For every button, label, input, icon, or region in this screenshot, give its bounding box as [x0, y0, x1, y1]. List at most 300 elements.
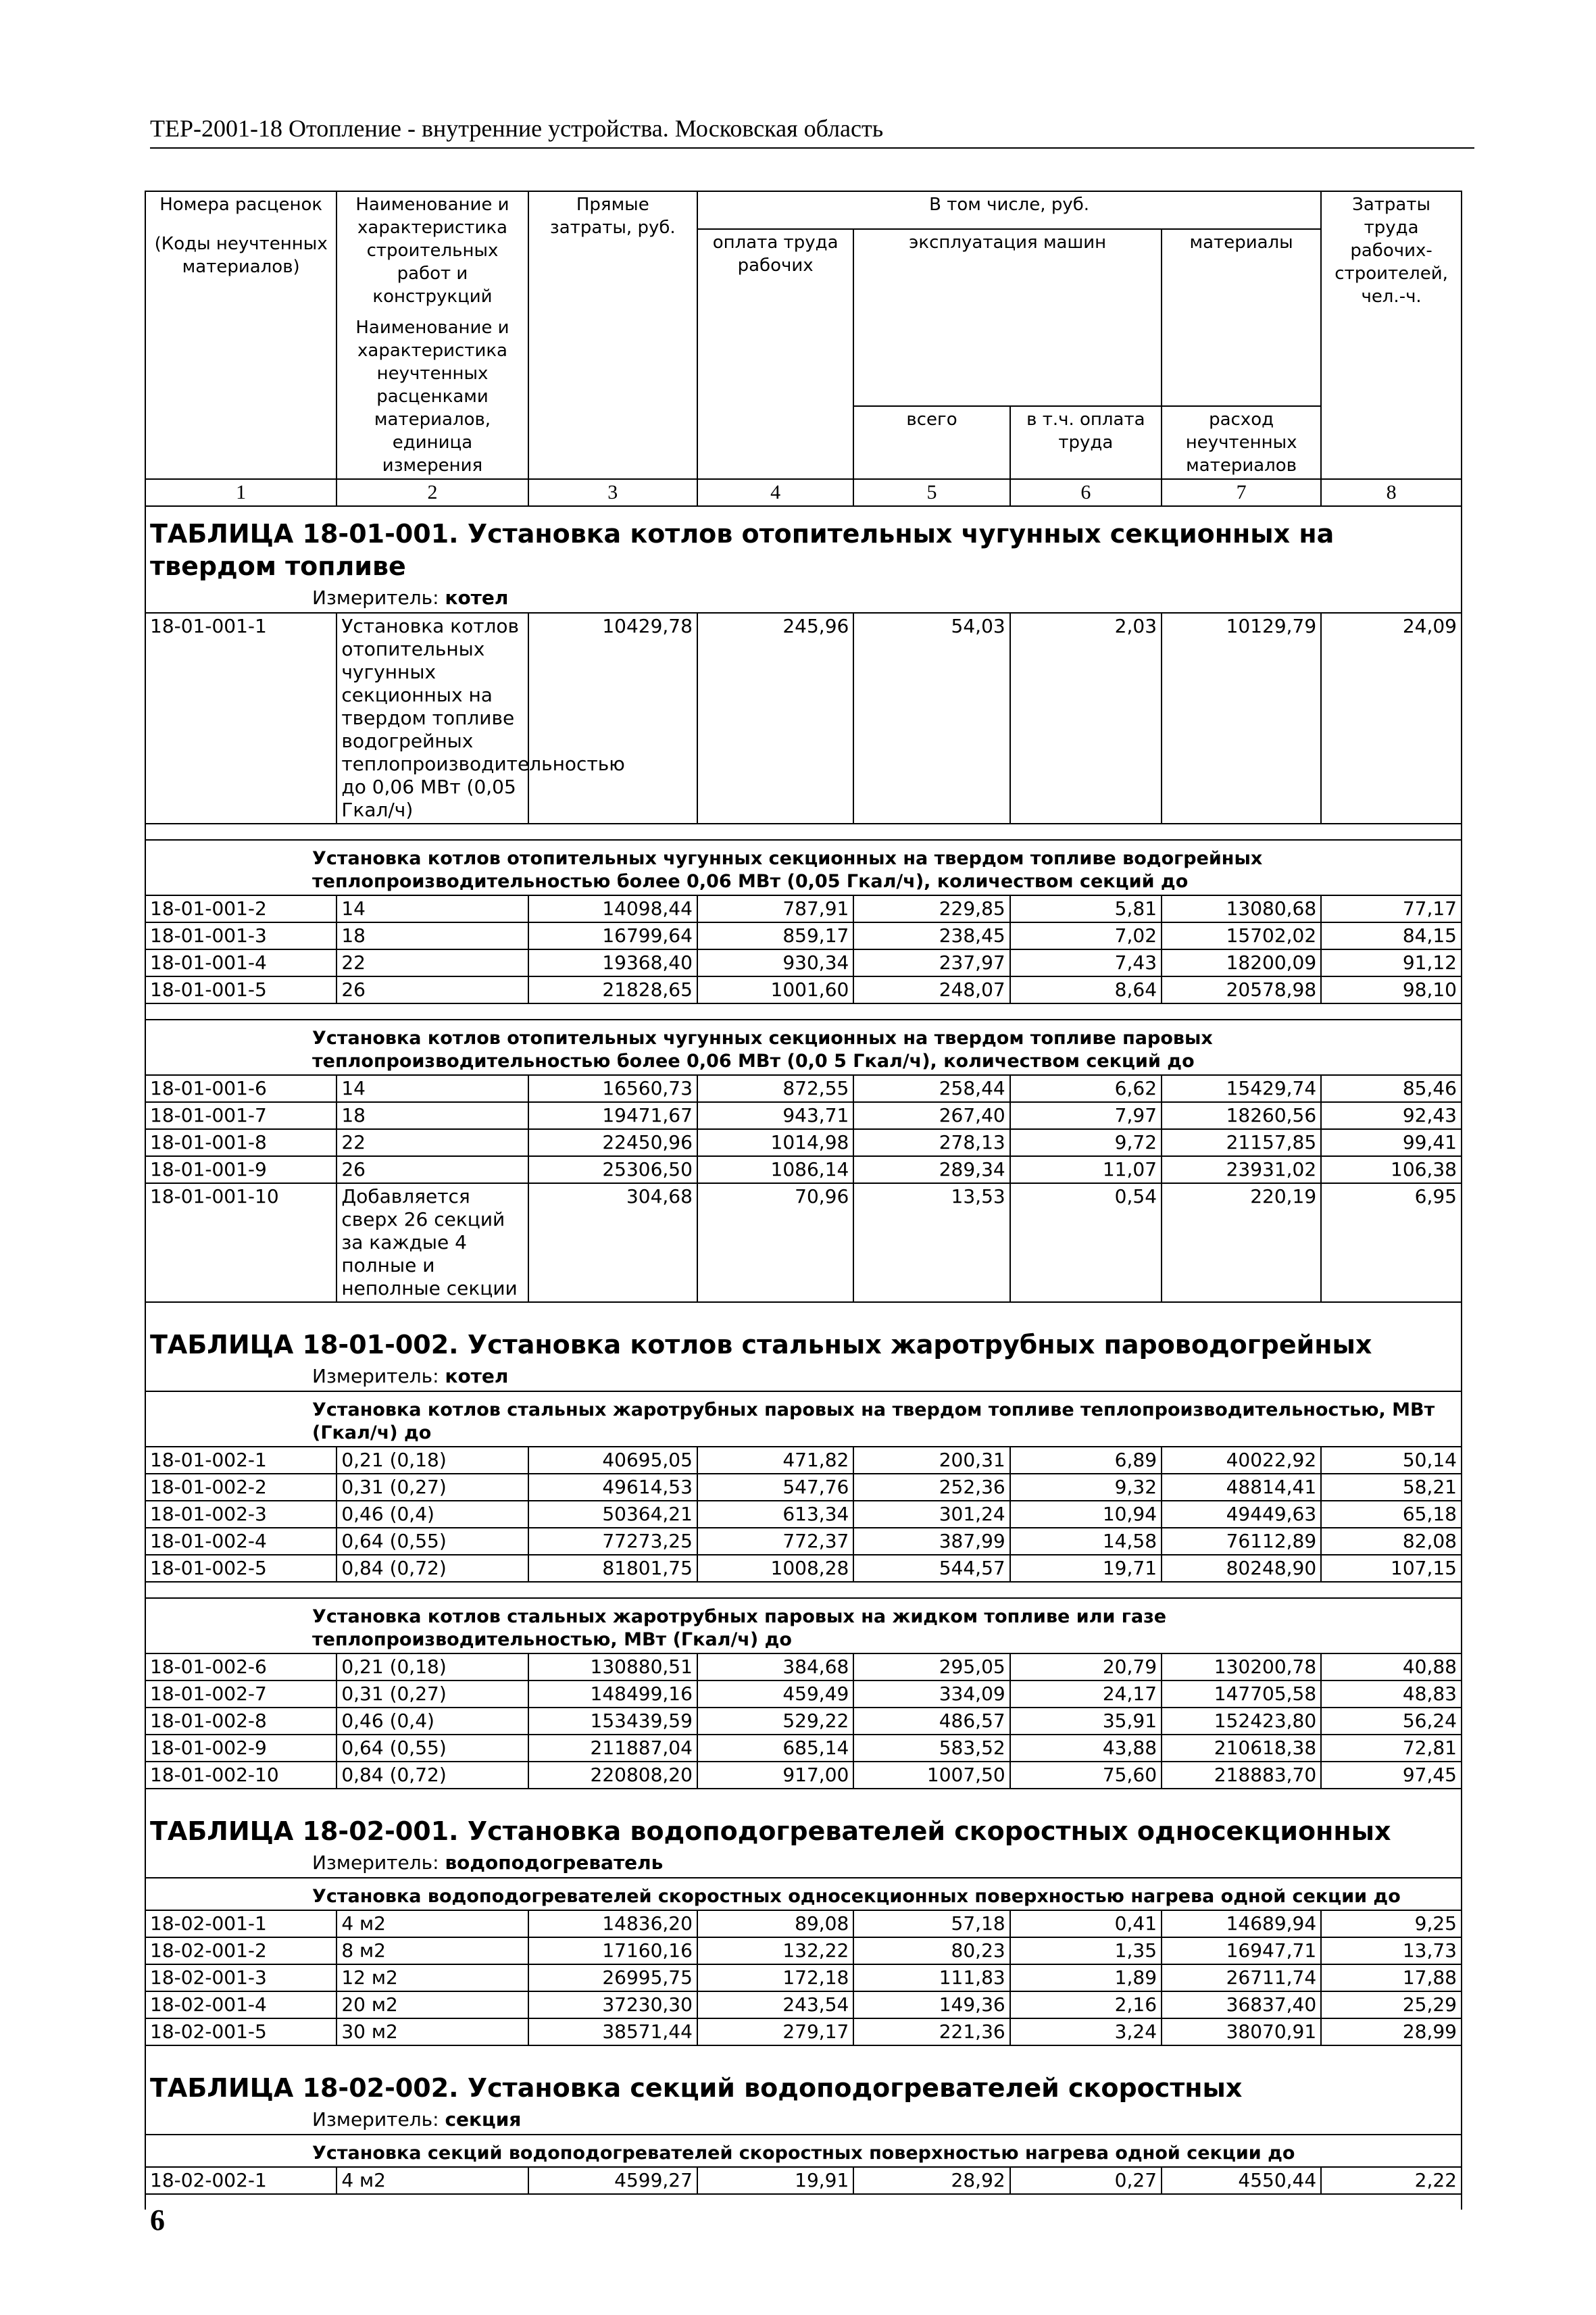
- table-row: [145, 1910, 1462, 1937]
- group-gap: [145, 1003, 1462, 1020]
- rate-value: 40695,05: [528, 1447, 697, 1474]
- rate-value: 9,72: [1010, 1129, 1162, 1156]
- table-row: [145, 613, 1462, 824]
- rate-value: 92,43: [1321, 1102, 1462, 1129]
- rate-value: 13,53: [853, 1183, 1009, 1302]
- group-gap: [145, 1582, 1462, 1598]
- rate-code: 18-01-002-6: [145, 1653, 336, 1681]
- rate-value: 22450,96: [528, 1129, 697, 1156]
- rate-name: 14: [336, 895, 528, 922]
- table-row: [145, 1501, 1462, 1528]
- rate-value: 2,03: [1010, 613, 1162, 824]
- table-row: [145, 1528, 1462, 1555]
- gap-cell: [145, 1789, 1462, 1804]
- group-subtitle-row: [145, 1598, 1462, 1653]
- group-subtitle-row: [145, 1391, 1462, 1447]
- rate-value: 10129,79: [1162, 613, 1321, 824]
- rate-value: 13080,68: [1162, 895, 1321, 922]
- table-title-row: [145, 1804, 1462, 1850]
- rate-value: 1014,98: [697, 1129, 853, 1156]
- rate-value: 37230,30: [528, 1991, 697, 2018]
- rate-value: 930,34: [697, 949, 853, 976]
- group-subtitle-row: [145, 1020, 1462, 1075]
- col-number: 5: [853, 479, 1009, 506]
- col-header-machines: эксплуатация машин: [853, 229, 1162, 406]
- rate-value: 43,88: [1010, 1735, 1162, 1762]
- meter-value: секция: [445, 2108, 522, 2131]
- rate-code: 18-01-002-9: [145, 1735, 336, 1762]
- rate-value: 220808,20: [528, 1762, 697, 1789]
- table-row: [145, 1075, 1462, 1102]
- rate-value: 486,57: [853, 1708, 1009, 1735]
- group-subtitle: Установка секций водоподогревателей скоростных поверхностью нагрева одной секции до: [145, 2135, 1462, 2167]
- table-row: [145, 1183, 1462, 1302]
- rate-value: 237,97: [853, 949, 1009, 976]
- rate-value: 40022,92: [1162, 1447, 1321, 1474]
- rate-value: 50364,21: [528, 1501, 697, 1528]
- rate-value: 772,37: [697, 1528, 853, 1555]
- meter-label: Измеритель:: [312, 2108, 439, 2131]
- table-row: [145, 895, 1462, 922]
- rate-value: 0,41: [1010, 1910, 1162, 1937]
- table-title: ТАБЛИЦА 18-01-002. Установка котлов стальных жаротрубных пароводогрейных: [145, 1318, 1462, 1364]
- rate-value: 48,83: [1321, 1681, 1462, 1708]
- rate-value: 267,40: [853, 1102, 1009, 1129]
- rate-value: 304,68: [528, 1183, 697, 1302]
- rates-table: [145, 191, 1462, 2210]
- rate-value: 75,60: [1010, 1762, 1162, 1789]
- rate-value: 18260,56: [1162, 1102, 1321, 1129]
- rate-value: 14098,44: [528, 895, 697, 922]
- rate-value: 258,44: [853, 1075, 1009, 1102]
- rate-code: 18-01-001-2: [145, 895, 336, 922]
- rate-value: 547,76: [697, 1474, 853, 1501]
- rate-value: 7,43: [1010, 949, 1162, 976]
- rate-value: 57,18: [853, 1910, 1009, 1937]
- col-number: 1: [145, 479, 336, 506]
- table-row: [145, 2018, 1462, 2045]
- rate-value: 19,71: [1010, 1555, 1162, 1582]
- table-row: [145, 1156, 1462, 1183]
- rate-value: 387,99: [853, 1528, 1009, 1555]
- rate-value: 859,17: [697, 922, 853, 949]
- rate-code: 18-01-002-10: [145, 1762, 336, 1789]
- rate-value: 70,96: [697, 1183, 853, 1302]
- rate-value: 583,52: [853, 1735, 1009, 1762]
- group-subtitle: Установка котлов стальных жаротрубных паровых на жидком топливе или газе теплопроизводительностью, МВт (Гкал/ч) до: [145, 1598, 1462, 1653]
- rate-value: 152423,80: [1162, 1708, 1321, 1735]
- meter-value: водоподогреватель: [445, 1851, 664, 1874]
- rate-value: 872,55: [697, 1075, 853, 1102]
- table-row: [145, 1681, 1462, 1708]
- meter: [145, 1364, 1462, 1391]
- rate-value: 76112,89: [1162, 1528, 1321, 1555]
- rate-code: 18-02-001-4: [145, 1991, 336, 2018]
- rate-code: 18-01-002-4: [145, 1528, 336, 1555]
- meter-label: Измеритель:: [312, 587, 439, 609]
- rate-value: 148499,16: [528, 1681, 697, 1708]
- rate-value: 99,41: [1321, 1129, 1462, 1156]
- rate-code: 18-01-002-1: [145, 1447, 336, 1474]
- rate-value: 471,82: [697, 1447, 853, 1474]
- gap-cell: [145, 824, 1462, 840]
- rate-value: 613,34: [697, 1501, 853, 1528]
- rate-value: 81801,75: [528, 1555, 697, 1582]
- table-row: [145, 976, 1462, 1003]
- rate-value: 130880,51: [528, 1653, 697, 1681]
- rate-code: 18-01-001-5: [145, 976, 336, 1003]
- rate-value: 58,21: [1321, 1474, 1462, 1501]
- rate-value: 334,09: [853, 1681, 1009, 1708]
- rate-value: 2,16: [1010, 1991, 1162, 2018]
- rate-code: 18-01-002-3: [145, 1501, 336, 1528]
- group-subtitle: Установка котлов отопительных чугунных секционных на твердом топливе водогрейных теплопроизводительностью более 0,06 МВт (0,05 Гкал/ч), количеством секций до: [145, 840, 1462, 895]
- gap-cell: [145, 2045, 1462, 2061]
- group-subtitle-row: [145, 2135, 1462, 2167]
- rate-value: 3,24: [1010, 2018, 1162, 2045]
- table-row: [145, 1447, 1462, 1474]
- meter: [145, 1850, 1462, 1878]
- rate-value: 1086,14: [697, 1156, 853, 1183]
- column-numbers-row: [145, 479, 1462, 506]
- rate-name: 0,46 (0,4): [336, 1708, 528, 1735]
- col-header-direct-costs: Прямые затраты, руб.: [528, 191, 697, 479]
- rate-value: 49449,63: [1162, 1501, 1321, 1528]
- rate-value: 221,36: [853, 2018, 1009, 2045]
- rate-name: 18: [336, 922, 528, 949]
- rate-value: 685,14: [697, 1735, 853, 1762]
- rate-value: 97,45: [1321, 1762, 1462, 1789]
- rate-name: Добавляется сверх 26 секций за каждые 4 полные и неполные секции: [336, 1183, 528, 1302]
- rate-code: 18-01-001-3: [145, 922, 336, 949]
- rate-name: Установка котлов отопительных чугунных секционных на твердом топливе водогрейных теплопроизводительностью до 0,06 МВт (0,05 Гкал/ч): [336, 613, 528, 824]
- table-row: [145, 1964, 1462, 1991]
- rate-name: 22: [336, 949, 528, 976]
- group-gap: [145, 824, 1462, 840]
- col-header-unaccounted-materials: расход неучтенных материалов: [1162, 406, 1321, 479]
- rate-value: 218883,70: [1162, 1762, 1321, 1789]
- rate-value: 14,58: [1010, 1528, 1162, 1555]
- rate-value: 9,25: [1321, 1910, 1462, 1937]
- rate-name: 0,46 (0,4): [336, 1501, 528, 1528]
- rate-value: 54,03: [853, 613, 1009, 824]
- page-number: 6: [150, 2204, 165, 2237]
- rate-code: 18-02-001-1: [145, 1910, 336, 1937]
- rate-value: 787,91: [697, 895, 853, 922]
- rate-value: 25306,50: [528, 1156, 697, 1183]
- rate-code: 18-01-001-1: [145, 613, 336, 824]
- rate-value: 28,92: [853, 2167, 1009, 2194]
- col-header-codes: Номера расценок (Коды неучтенных материалов): [145, 191, 336, 479]
- rate-code: 18-01-001-9: [145, 1156, 336, 1183]
- rate-value: 36837,40: [1162, 1991, 1321, 2018]
- rate-name: 0,84 (0,72): [336, 1555, 528, 1582]
- col-header-name: Наименование и характеристика строительных работ и конструкций Наименование и характеристика неучтенных расценками материалов, единица измерения: [336, 191, 528, 479]
- rate-value: 229,85: [853, 895, 1009, 922]
- meter-row: [145, 2107, 1462, 2135]
- table-row: [145, 949, 1462, 976]
- rate-value: 1,35: [1010, 1937, 1162, 1964]
- rate-value: 243,54: [697, 1991, 853, 2018]
- rate-value: 153439,59: [528, 1708, 697, 1735]
- rate-code: 18-01-002-8: [145, 1708, 336, 1735]
- rate-value: 6,89: [1010, 1447, 1162, 1474]
- rate-value: 19471,67: [528, 1102, 697, 1129]
- col-number: 4: [697, 479, 853, 506]
- col-header-labor: Затраты труда рабочих-строителей, чел.-ч.: [1321, 191, 1462, 479]
- meter-value: котел: [445, 587, 509, 609]
- table-row: [145, 922, 1462, 949]
- rate-value: 84,15: [1321, 922, 1462, 949]
- table-row: [145, 1762, 1462, 1789]
- rate-value: 40,88: [1321, 1653, 1462, 1681]
- rate-value: 5,81: [1010, 895, 1162, 922]
- rate-code: 18-02-002-1: [145, 2167, 336, 2194]
- rate-value: 85,46: [1321, 1075, 1462, 1102]
- rate-value: 220,19: [1162, 1183, 1321, 1302]
- rate-value: 16560,73: [528, 1075, 697, 1102]
- rate-value: 24,17: [1010, 1681, 1162, 1708]
- rate-name: 0,84 (0,72): [336, 1762, 528, 1789]
- rate-value: 11,07: [1010, 1156, 1162, 1183]
- rate-name: 0,31 (0,27): [336, 1681, 528, 1708]
- rate-value: 1007,50: [853, 1762, 1009, 1789]
- gap-cell: [145, 2194, 1462, 2210]
- group-subtitle: Установка котлов стальных жаротрубных паровых на твердом топливе теплопроизводительностью, МВт (Гкал/ч) до: [145, 1391, 1462, 1447]
- rate-value: 943,71: [697, 1102, 853, 1129]
- table-title: ТАБЛИЦА 18-02-002. Установка секций водоподогревателей скоростных: [145, 2061, 1462, 2107]
- rate-value: 16947,71: [1162, 1937, 1321, 1964]
- gap-cell: [145, 1302, 1462, 1318]
- rate-value: 6,62: [1010, 1075, 1162, 1102]
- rate-value: 7,97: [1010, 1102, 1162, 1129]
- rate-value: 0,54: [1010, 1183, 1162, 1302]
- table-row: [145, 1555, 1462, 1582]
- rate-value: 147705,58: [1162, 1681, 1321, 1708]
- rate-value: 15429,74: [1162, 1075, 1321, 1102]
- rate-name: 14: [336, 1075, 528, 1102]
- rate-code: 18-02-001-5: [145, 2018, 336, 2045]
- rate-name: 18: [336, 1102, 528, 1129]
- rate-value: 384,68: [697, 1653, 853, 1681]
- rate-value: 289,34: [853, 1156, 1009, 1183]
- rate-value: 89,08: [697, 1910, 853, 1937]
- rate-value: 459,49: [697, 1681, 853, 1708]
- rate-value: 65,18: [1321, 1501, 1462, 1528]
- rate-name: 0,21 (0,18): [336, 1653, 528, 1681]
- rate-value: 9,32: [1010, 1474, 1162, 1501]
- rate-value: 544,57: [853, 1555, 1009, 1582]
- meter-row: [145, 585, 1462, 613]
- rate-name: 20 м2: [336, 1991, 528, 2018]
- rate-value: 80248,90: [1162, 1555, 1321, 1582]
- rate-value: 130200,78: [1162, 1653, 1321, 1681]
- rate-value: 248,07: [853, 976, 1009, 1003]
- col-header-materials: материалы: [1162, 229, 1321, 406]
- rate-value: 4550,44: [1162, 2167, 1321, 2194]
- group-gap: [145, 1789, 1462, 1804]
- gap-cell: [145, 1003, 1462, 1020]
- group-subtitle: Установка котлов отопительных чугунных секционных на твердом топливе паровых теплопроизводительностью более 0,06 МВт (0,0 5 Гкал/ч), количеством секций до: [145, 1020, 1462, 1075]
- rate-code: 18-01-001-10: [145, 1183, 336, 1302]
- col-header-including: В том числе, руб.: [697, 191, 1321, 229]
- rate-value: 245,96: [697, 613, 853, 824]
- table-header: [145, 191, 1462, 506]
- meter-label: Измеритель:: [312, 1365, 439, 1387]
- col-number: 7: [1162, 479, 1321, 506]
- table-row: [145, 2167, 1462, 2194]
- page-header: ТЕР-2001-18 Отопление - внутренние устройства. Московская область: [150, 112, 1474, 149]
- rate-value: 25,29: [1321, 1991, 1462, 2018]
- rate-value: 98,10: [1321, 976, 1462, 1003]
- rate-value: 172,18: [697, 1964, 853, 1991]
- col-header-wages: оплата труда рабочих: [697, 229, 853, 479]
- rate-code: 18-02-001-3: [145, 1964, 336, 1991]
- meter-row: [145, 1364, 1462, 1391]
- table-row: [145, 1474, 1462, 1501]
- rate-value: 210618,38: [1162, 1735, 1321, 1762]
- rate-code: 18-01-001-6: [145, 1075, 336, 1102]
- rate-name: 26: [336, 1156, 528, 1183]
- rate-code: 18-02-001-2: [145, 1937, 336, 1964]
- gap-cell: [145, 1582, 1462, 1598]
- rate-value: 1,89: [1010, 1964, 1162, 1991]
- rate-code: 18-01-001-7: [145, 1102, 336, 1129]
- meter-row: [145, 1850, 1462, 1878]
- rate-name: 0,64 (0,55): [336, 1735, 528, 1762]
- rate-value: 1008,28: [697, 1555, 853, 1582]
- rate-value: 211887,04: [528, 1735, 697, 1762]
- table-title: ТАБЛИЦА 18-02-001. Установка водоподогревателей скоростных односекционных: [145, 1804, 1462, 1850]
- rate-value: 279,17: [697, 2018, 853, 2045]
- col-header-machines-wages: в т.ч. оплата труда: [1010, 406, 1162, 479]
- rate-value: 28,99: [1321, 2018, 1462, 2045]
- rate-code: 18-01-002-5: [145, 1555, 336, 1582]
- rate-value: 17160,16: [528, 1937, 697, 1964]
- rate-value: 4599,27: [528, 2167, 697, 2194]
- rate-value: 529,22: [697, 1708, 853, 1735]
- table-title-row: [145, 1318, 1462, 1364]
- meter-label: Измеритель:: [312, 1851, 439, 1874]
- rate-value: 0,27: [1010, 2167, 1162, 2194]
- meter: [145, 585, 1462, 613]
- col-number: 6: [1010, 479, 1162, 506]
- rate-value: 50,14: [1321, 1447, 1462, 1474]
- rate-name: 8 м2: [336, 1937, 528, 1964]
- rate-value: 49614,53: [528, 1474, 697, 1501]
- rate-value: 295,05: [853, 1653, 1009, 1681]
- rate-value: 111,83: [853, 1964, 1009, 1991]
- rate-value: 72,81: [1321, 1735, 1462, 1762]
- table-row: [145, 1102, 1462, 1129]
- rate-value: 26711,74: [1162, 1964, 1321, 1991]
- rate-name: 4 м2: [336, 1910, 528, 1937]
- rate-value: 13,73: [1321, 1937, 1462, 1964]
- group-gap: [145, 2045, 1462, 2061]
- rate-name: 4 м2: [336, 2167, 528, 2194]
- rate-name: 26: [336, 976, 528, 1003]
- col-header-machines-total: всего: [853, 406, 1009, 479]
- rate-value: 8,64: [1010, 976, 1162, 1003]
- rate-value: 301,24: [853, 1501, 1009, 1528]
- rate-code: 18-01-001-8: [145, 1129, 336, 1156]
- rate-value: 20578,98: [1162, 976, 1321, 1003]
- table-row: [145, 1653, 1462, 1681]
- group-gap: [145, 2194, 1462, 2210]
- rate-value: 14836,20: [528, 1910, 697, 1937]
- rate-name: 0,64 (0,55): [336, 1528, 528, 1555]
- rate-name: 0,21 (0,18): [336, 1447, 528, 1474]
- rate-value: 38070,91: [1162, 2018, 1321, 2045]
- rate-name: 22: [336, 1129, 528, 1156]
- table-row: [145, 1735, 1462, 1762]
- rate-value: 38571,44: [528, 2018, 697, 2045]
- rate-value: 15702,02: [1162, 922, 1321, 949]
- rate-name: 0,31 (0,27): [336, 1474, 528, 1501]
- rate-value: 17,88: [1321, 1964, 1462, 1991]
- table-row: [145, 1937, 1462, 1964]
- rate-code: 18-01-002-7: [145, 1681, 336, 1708]
- rate-value: 48814,41: [1162, 1474, 1321, 1501]
- rate-value: 18200,09: [1162, 949, 1321, 976]
- rate-value: 77,17: [1321, 895, 1462, 922]
- col-number: 2: [336, 479, 528, 506]
- rate-value: 82,08: [1321, 1528, 1462, 1555]
- rate-value: 278,13: [853, 1129, 1009, 1156]
- rate-value: 19368,40: [528, 949, 697, 976]
- rate-value: 200,31: [853, 1447, 1009, 1474]
- table-title: ТАБЛИЦА 18-01-001. Установка котлов отопительных чугунных секционных на твердом топливе: [145, 506, 1462, 585]
- rate-value: 35,91: [1010, 1708, 1162, 1735]
- rate-value: 252,36: [853, 1474, 1009, 1501]
- rate-value: 238,45: [853, 922, 1009, 949]
- group-subtitle-row: [145, 840, 1462, 895]
- rate-value: 917,00: [697, 1762, 853, 1789]
- rate-value: 149,36: [853, 1991, 1009, 2018]
- table-row: [145, 1129, 1462, 1156]
- rate-value: 23931,02: [1162, 1156, 1321, 1183]
- table-title-row: [145, 2061, 1462, 2107]
- rate-value: 77273,25: [528, 1528, 697, 1555]
- col-number: 8: [1321, 479, 1462, 506]
- rate-code: 18-01-002-2: [145, 1474, 336, 1501]
- group-gap: [145, 1302, 1462, 1318]
- rate-name: 12 м2: [336, 1964, 528, 1991]
- group-subtitle: Установка водоподогревателей скоростных односекционных поверхностью нагрева одной секции до: [145, 1878, 1462, 1910]
- table-row: [145, 1708, 1462, 1735]
- rate-name: 30 м2: [336, 2018, 528, 2045]
- group-subtitle-row: [145, 1878, 1462, 1910]
- rate-value: 80,23: [853, 1937, 1009, 1964]
- rate-value: 14689,94: [1162, 1910, 1321, 1937]
- rate-value: 2,22: [1321, 2167, 1462, 2194]
- rate-value: 24,09: [1321, 613, 1462, 824]
- rate-value: 20,79: [1010, 1653, 1162, 1681]
- meter: [145, 2107, 1462, 2135]
- col-number: 3: [528, 479, 697, 506]
- rate-value: 19,91: [697, 2167, 853, 2194]
- rate-value: 132,22: [697, 1937, 853, 1964]
- table-row: [145, 1991, 1462, 2018]
- rate-value: 10,94: [1010, 1501, 1162, 1528]
- table-title-row: [145, 506, 1462, 585]
- rate-value: 1001,60: [697, 976, 853, 1003]
- rate-value: 10429,78: [528, 613, 697, 824]
- rate-value: 21157,85: [1162, 1129, 1321, 1156]
- rate-value: 7,02: [1010, 922, 1162, 949]
- rate-value: 26995,75: [528, 1964, 697, 1991]
- rate-code: 18-01-001-4: [145, 949, 336, 976]
